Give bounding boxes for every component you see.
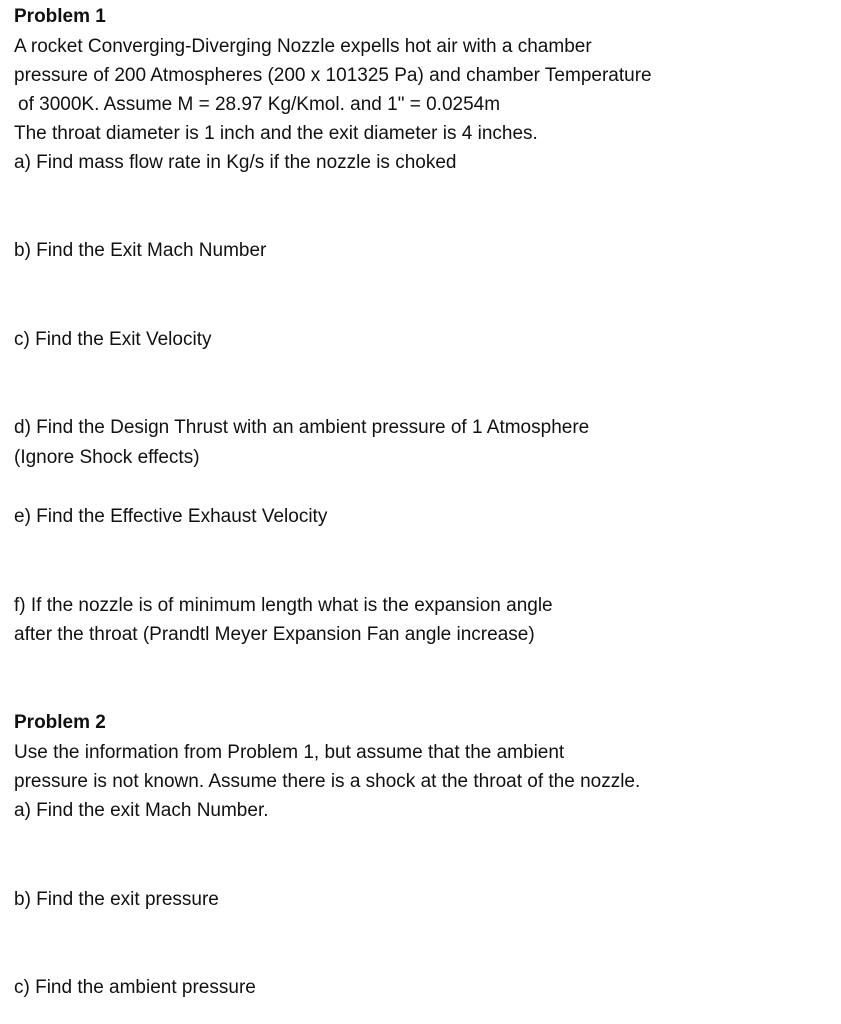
problem1-part-f-line-1: f) If the nozzle is of minimum length what is the expansion angle (14, 595, 553, 616)
problem2-part-b: b) Find the exit pressure (14, 889, 219, 910)
problem1-part-c: c) Find the Exit Velocity (14, 329, 212, 350)
problem1-part-d-line-2: (Ignore Shock effects) (14, 447, 200, 468)
problem1-intro-line-3: of 3000K. Assume M = 28.97 Kg/Kmol. and 1" = 0.0254m (18, 94, 501, 115)
problem1-part-d-line-1: d) Find the Design Thrust with an ambient pressure of 1 Atmosphere (14, 417, 590, 438)
problem1-intro-line-1: A rocket Converging-Diverging Nozzle expells hot air with a chamber (14, 36, 592, 57)
problem1-intro-line-2: pressure of 200 Atmospheres (200 x 101325 Pa) and chamber Temperature (14, 65, 652, 86)
problem1-part-a: a) Find mass flow rate in Kg/s if the nozzle is choked (14, 152, 457, 173)
problem2-title: Problem 2 (14, 712, 106, 733)
problem2-intro-line-2: pressure is not known. Assume there is a shock at the throat of the nozzle. (14, 771, 641, 792)
problem2-part-c: c) Find the ambient pressure (14, 977, 256, 998)
problem2-part-a: a) Find the exit Mach Number. (14, 800, 269, 821)
problem1-part-b: b) Find the Exit Mach Number (14, 240, 267, 261)
problem1-intro-line-4: The throat diameter is 1 inch and the exit diameter is 4 inches. (14, 123, 538, 144)
problem2-intro-line-1: Use the information from Problem 1, but assume that the ambient (14, 742, 565, 763)
problem1-title: Problem 1 (14, 6, 106, 27)
problem1-part-e: e) Find the Effective Exhaust Velocity (14, 506, 328, 527)
problem1-part-f-line-2: after the throat (Prandtl Meyer Expansion Fan angle increase) (14, 624, 535, 645)
